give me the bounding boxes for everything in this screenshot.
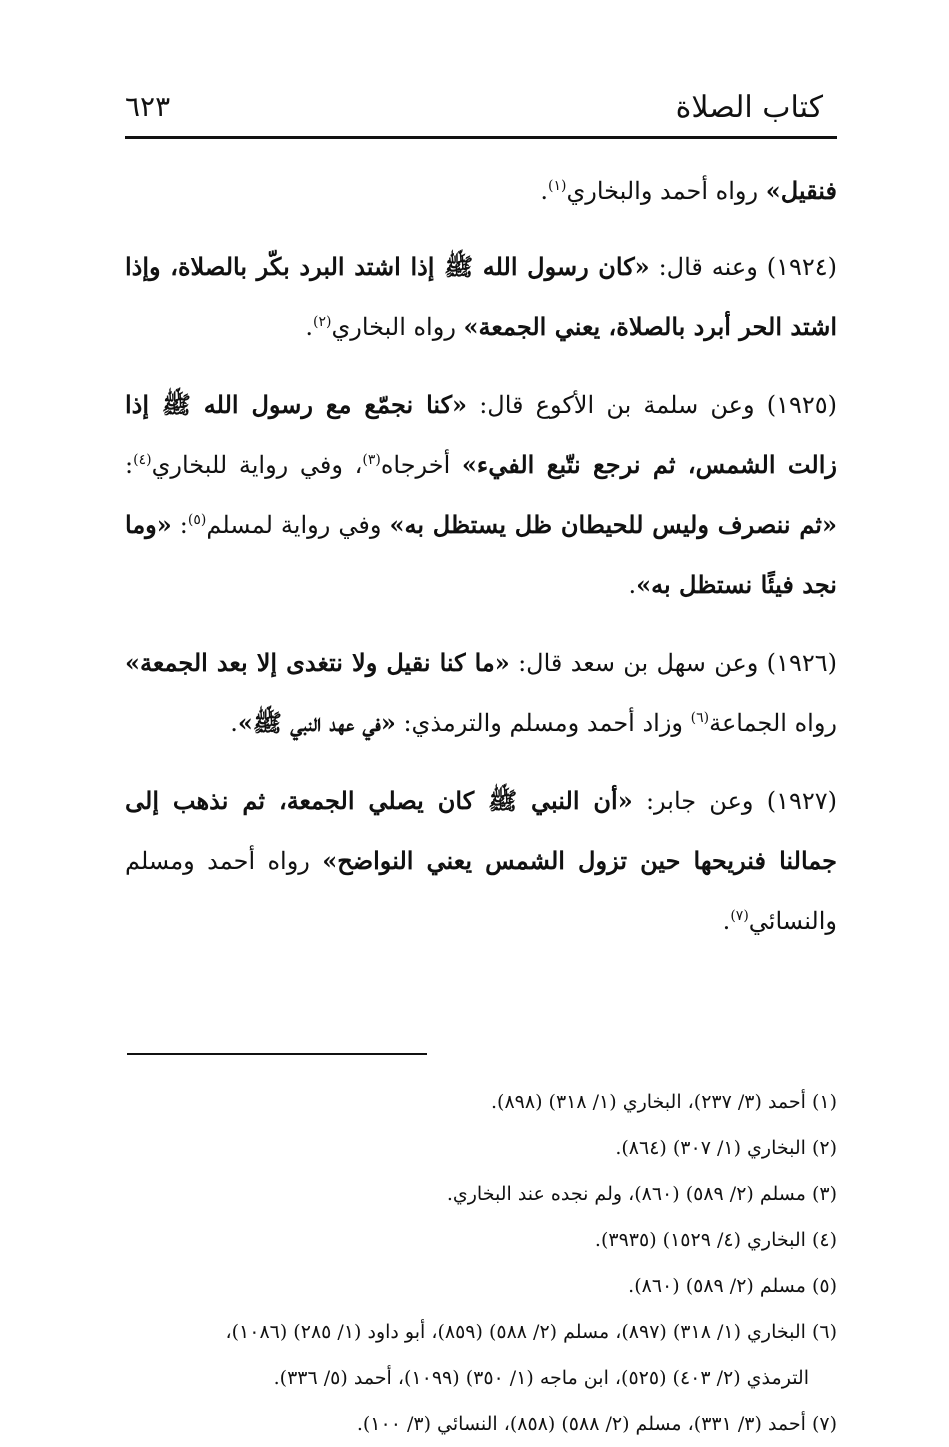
plain-text: رواه أحمد ومسلم والنسائي: [125, 847, 837, 935]
plain-text: ، وفي رواية للبخاري: [151, 451, 363, 479]
bold-text: «كنا نجمّع مع رسول الله ﷺ إذا زالت الشمس، ثم نرجع نتّبع الفيء»: [125, 390, 837, 479]
bold-text: «وما نجد فيئًا نستظل به»: [125, 510, 837, 599]
footnote-text: أحمد (٣/ ٣٣١)، مسلم (٢/ ٥٨٨) (٨٥٨)، النسائي (٣/ ١٠٠).: [356, 1413, 806, 1435]
page-header: [125, 88, 837, 139]
footnote-number: (٦): [811, 1321, 837, 1343]
footnote-number: (٧): [811, 1413, 837, 1435]
hadith-1927: [125, 771, 837, 951]
footnote-text: مسلم (٢/ ٥٨٩) (٨٦٠)، ولم نجده عند البخاري.: [446, 1183, 806, 1205]
main-text: [125, 161, 837, 951]
footnote-1: [125, 1079, 837, 1125]
footnote-7: [125, 1401, 837, 1447]
footnote-text: البخاري (٤/ ١٥٢٩) (٣٩٣٥).: [594, 1229, 806, 1251]
page-number: ٦٢٣: [125, 90, 171, 123]
bold-text: «ما كنا نقيل ولا نتغدى إلا بعد الجمعة»: [125, 648, 510, 677]
footnote-number: (١): [811, 1091, 837, 1113]
footnote-3: [125, 1171, 837, 1217]
footnote-text: البخاري (١/ ٣١٨) (٨٩٧)، مسلم (٢/ ٥٨٨) (٨٥٩)، أبو داود (١/ ٢٨٥) (١٠٨٦)،: [225, 1321, 806, 1343]
footnote-ref[interactable]: (٢): [312, 314, 332, 330]
plain-text: رواه البخاري: [331, 313, 464, 341]
plain-text: وفي رواية لمسلم: [206, 511, 390, 539]
footnote-text: مسلم (٢/ ٥٨٩) (٨٦٠).: [628, 1275, 806, 1297]
plain-text: (١٩٢٧) وعن جابر:: [632, 787, 838, 815]
footnote-text: البخاري (١/ ٣٠٧) (٨٦٤).: [615, 1137, 806, 1159]
plain-text: .: [230, 709, 238, 737]
plain-text: رواه الجماعة: [709, 709, 837, 737]
plain-text: (١٩٢٥) وعن سلمة بن الأكوع قال:: [467, 391, 837, 419]
plain-text: :: [125, 451, 134, 479]
footnote-number: (٥): [811, 1275, 837, 1297]
chapter-title: كتاب الصلاة: [675, 90, 823, 125]
plain-text: .: [628, 571, 637, 599]
footnote-4: [125, 1217, 837, 1263]
footnote-separator-wrap: [125, 969, 837, 1055]
footnote-ref[interactable]: (١): [547, 178, 567, 194]
footnote-number: (٢): [811, 1137, 837, 1159]
footnote-continuation: الترمذي (٢/ ٤٠٣) (٥٢٥)، ابن ماجه (١/ ٣٥٠) (١٠٩٩)، أحمد (٥/ ٣٣٦).: [273, 1367, 809, 1389]
bold-text: «أن النبي ﷺ كان يصلي الجمعة، ثم نذهب إلى جمالنا فنريحها حين تزول الشمس يعني النواضح»: [125, 786, 838, 875]
footnote-ref[interactable]: (٤): [133, 452, 152, 468]
book-page: [125, 88, 837, 1447]
footnote-ref[interactable]: (٧): [730, 908, 749, 924]
bold-text: «ثم ننصرف وليس للحيطان ظل يستظل به»: [389, 510, 837, 539]
hadith-1926: [125, 633, 837, 753]
bold-text: «كان رسول الله ﷺ إذا اشتد البرد بكّر بالصلاة، وإذا اشتد الحر أبرد بالصلاة، يعني الجمعة»: [125, 252, 837, 341]
footnote-5: [125, 1263, 837, 1309]
plain-text: وزاد أحمد ومسلم والترمذي:: [395, 709, 691, 737]
footnote-separator: [127, 1053, 427, 1055]
bold-text: فنقيل»: [765, 176, 837, 205]
footnotes: [125, 1079, 837, 1447]
hadith-1924: [125, 237, 837, 357]
paragraph-1: [125, 161, 837, 221]
footnote-ref[interactable]: (٦): [690, 710, 710, 726]
plain-text: أخرجاه: [380, 451, 462, 479]
plain-text: .: [540, 177, 548, 205]
footnote-text: أحمد (٣/ ٢٣٧)، البخاري (١/ ٣١٨) (٨٩٨).: [491, 1091, 806, 1113]
bold-text: «في عهد النبي ﷺ»: [237, 708, 396, 737]
plain-text: .: [305, 313, 313, 341]
footnote-ref[interactable]: (٥): [187, 512, 207, 528]
footnote-number: (٤): [811, 1229, 837, 1251]
plain-text: (١٩٢٦) وعن سهل بن سعد قال:: [509, 649, 837, 677]
plain-text: رواه أحمد والبخاري: [566, 177, 766, 205]
footnote-2: [125, 1125, 837, 1171]
footnote-ref[interactable]: (٣): [362, 452, 381, 468]
footnote-number: (٣): [811, 1183, 837, 1205]
plain-text: (١٩٢٤) وعنه قال:: [649, 253, 837, 281]
hadith-1925: [125, 375, 837, 615]
footnote-6: [125, 1309, 837, 1401]
plain-text: .: [722, 907, 731, 935]
plain-text: :: [171, 511, 188, 539]
